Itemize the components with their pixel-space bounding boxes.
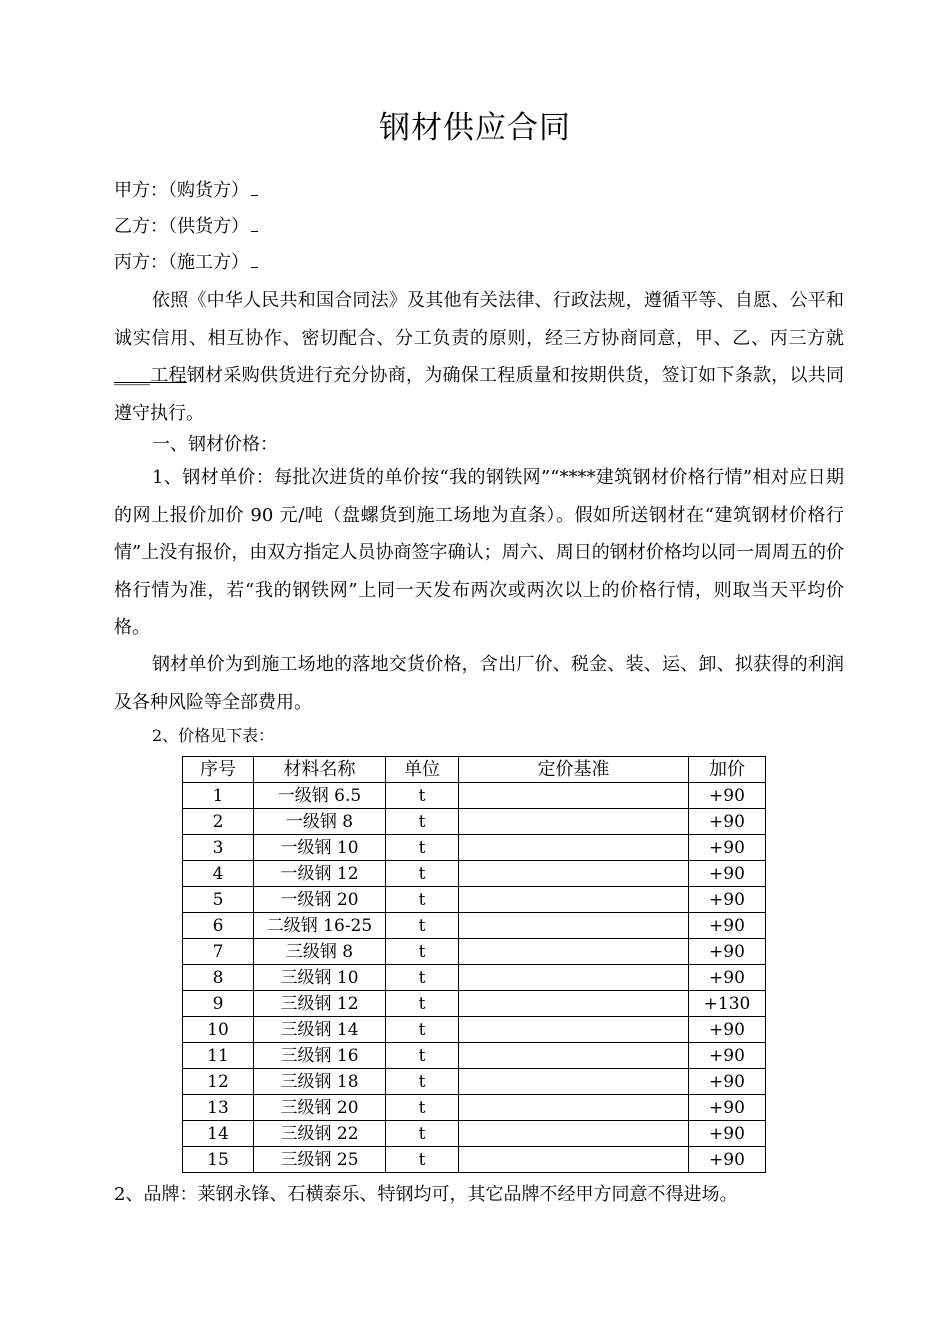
cell-unit: t xyxy=(386,1121,459,1147)
cell-index: 15 xyxy=(183,1147,254,1173)
cell-markup: +90 xyxy=(689,887,766,913)
cell-base-price xyxy=(459,991,689,1017)
cell-material: 一级钢 6.5 xyxy=(254,783,386,809)
cell-markup: +90 xyxy=(689,835,766,861)
cell-markup: +90 xyxy=(689,809,766,835)
cell-material: 三级钢 14 xyxy=(254,1017,386,1043)
intro-paragraph xyxy=(114,282,844,432)
table-row xyxy=(183,861,766,887)
cell-unit: t xyxy=(386,1069,459,1095)
header-markup: 加价 xyxy=(689,757,766,783)
cell-index: 3 xyxy=(183,835,254,861)
cell-unit: t xyxy=(386,1095,459,1121)
cell-markup: +90 xyxy=(689,965,766,991)
table-row xyxy=(183,783,766,809)
cell-material: 三级钢 8 xyxy=(254,939,386,965)
table-row xyxy=(183,939,766,965)
cell-markup: +90 xyxy=(689,861,766,887)
cell-base-price xyxy=(459,887,689,913)
cell-base-price xyxy=(459,1147,689,1173)
table-row xyxy=(183,1043,766,1069)
cell-index: 2 xyxy=(183,809,254,835)
clause-unit-price: 1、钢材单价：每批次进货的单价按“我的钢铁网”“****建筑钢材价格行情”相对应日期的网上报价加价 90 元/吨（盘螺货到施工场地为直条）。假如所送钢材在“建筑钢材价格行情”上没有报价，由双方指定人员协商签字确认；周六、周日的钢材价格均以同一周周五的价格行情为准，若“我的钢铁网”上同一天发布两次或两次以上的价格行情，则取当天平均价格。 xyxy=(114,467,844,638)
table-row xyxy=(183,1017,766,1043)
cell-markup: +90 xyxy=(689,1121,766,1147)
header-index: 序号 xyxy=(183,757,254,783)
header-material: 材料名称 xyxy=(254,757,386,783)
cell-material: 三级钢 18 xyxy=(254,1069,386,1095)
party-c-label: 丙方：（施工方） xyxy=(114,252,249,273)
cell-material: 三级钢 22 xyxy=(254,1121,386,1147)
cell-index: 13 xyxy=(183,1095,254,1121)
cell-base-price xyxy=(459,1095,689,1121)
table-row xyxy=(183,965,766,991)
cell-unit: t xyxy=(386,939,459,965)
page-title: 钢材供应合同 xyxy=(379,110,571,146)
party-c-line xyxy=(114,250,258,276)
cell-unit: t xyxy=(386,991,459,1017)
table-row xyxy=(183,1069,766,1095)
cell-material: 二级钢 16-25 xyxy=(254,913,386,939)
party-a-blank xyxy=(251,181,258,196)
cell-markup: +90 xyxy=(689,939,766,965)
cell-markup: +90 xyxy=(689,1147,766,1173)
cell-index: 8 xyxy=(183,965,254,991)
table-row xyxy=(183,1095,766,1121)
cell-base-price xyxy=(459,913,689,939)
price-table-header-row xyxy=(183,757,766,783)
cell-material: 三级钢 16 xyxy=(254,1043,386,1069)
cell-index: 7 xyxy=(183,939,254,965)
cell-material: 三级钢 10 xyxy=(254,965,386,991)
cell-index: 6 xyxy=(183,913,254,939)
cell-unit: t xyxy=(386,1017,459,1043)
table-row xyxy=(183,991,766,1017)
cell-material: 一级钢 12 xyxy=(254,861,386,887)
cell-index: 9 xyxy=(183,991,254,1017)
cell-material: 三级钢 25 xyxy=(254,1147,386,1173)
cell-index: 4 xyxy=(183,861,254,887)
cell-markup: +90 xyxy=(689,783,766,809)
cell-markup: +130 xyxy=(689,991,766,1017)
cell-index: 10 xyxy=(183,1017,254,1043)
cell-material: 三级钢 20 xyxy=(254,1095,386,1121)
cell-unit: t xyxy=(386,783,459,809)
header-base-price: 定价基准 xyxy=(459,757,689,783)
cell-unit: t xyxy=(386,835,459,861)
cell-unit: t xyxy=(386,809,459,835)
cell-markup: +90 xyxy=(689,1095,766,1121)
cell-material: 一级钢 10 xyxy=(254,835,386,861)
party-b-line xyxy=(114,214,258,240)
cell-base-price xyxy=(459,1017,689,1043)
clause-delivery-price: 钢材单价为到施工场地的落地交货价格，含出厂价、税金、装、运、卸、拟获得的利润及各种风险等全部费用。 xyxy=(114,654,844,713)
cell-unit: t xyxy=(386,861,459,887)
cell-base-price xyxy=(459,1121,689,1147)
cell-markup: +90 xyxy=(689,1069,766,1095)
cell-markup: +90 xyxy=(689,913,766,939)
cell-base-price xyxy=(459,965,689,991)
cell-base-price xyxy=(459,1069,689,1095)
cell-index: 11 xyxy=(183,1043,254,1069)
table-row xyxy=(183,913,766,939)
intro-part2: 钢材采购供货进行充分协商，为确保工程质量和按期供货，签订如下条款，以共同遵守执行。 xyxy=(114,365,845,424)
cell-base-price xyxy=(459,861,689,887)
header-unit: 单位 xyxy=(386,757,459,783)
cell-material: 一级钢 8 xyxy=(254,809,386,835)
cell-material: 一级钢 20 xyxy=(254,887,386,913)
table-row xyxy=(183,1147,766,1173)
cell-markup: +90 xyxy=(689,1017,766,1043)
cell-unit: t xyxy=(386,913,459,939)
party-a-label: 甲方：（购货方） xyxy=(114,180,249,201)
cell-base-price xyxy=(459,939,689,965)
table-row xyxy=(183,1121,766,1147)
party-b-blank xyxy=(251,217,258,232)
cell-unit: t xyxy=(386,1147,459,1173)
cell-index: 14 xyxy=(183,1121,254,1147)
cell-markup: +90 xyxy=(689,1043,766,1069)
party-c-blank xyxy=(251,253,258,268)
price-table-label: 2、价格见下表： xyxy=(152,726,275,745)
cell-base-price xyxy=(459,809,689,835)
cell-index: 5 xyxy=(183,887,254,913)
section-heading-price: 一、钢材价格： xyxy=(152,434,278,455)
cell-index: 1 xyxy=(183,783,254,809)
price-table xyxy=(182,756,766,1173)
party-b-label: 乙方：（供货方） xyxy=(114,216,249,237)
table-row xyxy=(183,809,766,835)
cell-unit: t xyxy=(386,887,459,913)
clause-brand: 2、品牌：莱钢永锋、石横泰乐、特钢均可，其它品牌不经甲方同意不得进场。 xyxy=(114,1184,738,1205)
cell-index: 12 xyxy=(183,1069,254,1095)
table-row xyxy=(183,835,766,861)
cell-base-price xyxy=(459,835,689,861)
cell-base-price xyxy=(459,783,689,809)
cell-material: 三级钢 12 xyxy=(254,991,386,1017)
intro-part1: 依照《中华人民共和国合同法》及其他有关法律、行政法规，遵循平等、自愿、公平和诚实信用、相互协作、密切配合、分工负责的原则，经三方协商同意，甲、乙、丙三方就 xyxy=(114,290,844,349)
party-a-line xyxy=(114,178,258,204)
table-row xyxy=(183,887,766,913)
cell-base-price xyxy=(459,1043,689,1069)
project-name-blank: ____工程 xyxy=(114,365,187,386)
cell-unit: t xyxy=(386,1043,459,1069)
cell-unit: t xyxy=(386,965,459,991)
